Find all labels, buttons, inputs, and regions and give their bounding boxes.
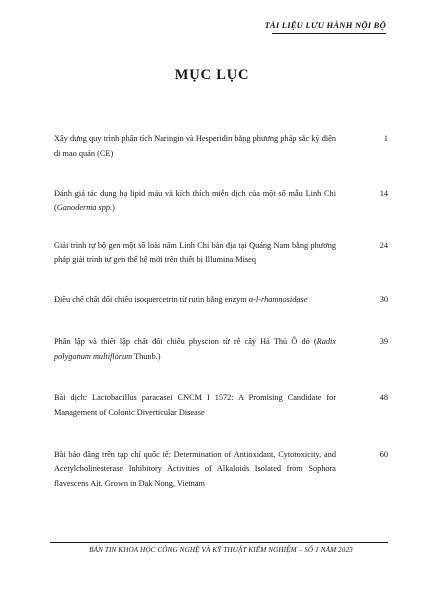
toc-entry[interactable] xyxy=(54,293,388,315)
toc-entry-title-part: Điều chế chất đối chiếu isoquercetrin từ rutin bằng enzym xyxy=(54,295,249,305)
toc-entry[interactable] xyxy=(54,391,388,435)
toc-entry-title xyxy=(54,391,336,420)
toc-entry-title-part: Phân lập và thiết lập chất đối chiếu physcion từ rễ cây Hà Thủ Ô đỏ ( xyxy=(54,337,317,347)
toc-entry-page-number: 48 xyxy=(379,393,388,403)
toc-entry-title-part: Thunb.) xyxy=(132,351,161,361)
footer-divider xyxy=(50,542,388,543)
toc-entry-title-part: Radix polygonum multiflorum xyxy=(54,337,336,361)
toc-entry[interactable] xyxy=(54,448,388,492)
toc-entry-title xyxy=(54,448,336,492)
toc-entry-title xyxy=(54,293,336,308)
toc-entry[interactable] xyxy=(54,239,388,283)
toc-entry-page-number: 60 xyxy=(379,449,388,459)
toc-entry-title xyxy=(54,239,336,268)
table-of-contents xyxy=(54,132,388,502)
toc-entry[interactable] xyxy=(54,187,388,231)
toc-entry-page-number: 30 xyxy=(379,295,388,305)
toc-entry-title-part: Giải trình tự bộ gen một số loài nấm Linh Chi bản địa tại Quảng Nam bằng phương pháp giải trình tự gen thế hệ mới trên thiết bị Illumina Miseq xyxy=(54,240,336,265)
footer-text: BẢN TIN KHOA HỌC CÔNG NGHỆ VÀ KỸ THUẬT KIỂM NGHIỆM – SỐ 1 NĂM 2023 xyxy=(89,546,353,554)
toc-entry-title-part: Bài dịch: Lactobacillus paracasei CNCM I 1572: A Promising Candidate for Management of Colonic Diverticular Disease xyxy=(54,393,336,417)
toc-entry-title xyxy=(54,132,336,161)
toc-entry-page-number: 1 xyxy=(383,134,388,143)
header-label: TÀI LIỆU LƯU HÀNH NỘI BỘ xyxy=(264,20,386,30)
toc-entry-title xyxy=(54,335,336,364)
toc-entry-page-number: 24 xyxy=(379,240,388,250)
toc-entry-page-number: 39 xyxy=(379,337,388,347)
toc-entry-title xyxy=(54,187,336,216)
header-divider xyxy=(272,33,386,34)
toc-entry[interactable] xyxy=(54,132,388,176)
toc-entry-title-part: Ganoderma spp. xyxy=(56,203,113,213)
toc-entry-page-number: 14 xyxy=(379,188,388,198)
page-title: MỤC LỤC xyxy=(174,67,250,83)
toc-entry-title-part: Bài báo đăng trên tạp chí quốc tế: Determination of Antioxidant, Cytotoxicity, and Acetylcholinesterase Inhibitory Activities of Alkaloids Isolated from Sophora flavescens Ait. Grown in Dak Nong, Vietnam xyxy=(54,449,336,488)
toc-entry-title-part: α-l-rhamnosidase xyxy=(248,295,308,305)
toc-entry[interactable] xyxy=(54,335,388,379)
toc-entry-title-part: Xây dựng quy trình phân tích Naringin và Hesperidin bằng phương pháp sắc ký điện di mao quản (CE) xyxy=(54,134,336,158)
toc-entry-title-part: Đánh giá tác dụng hạ lipid máu và kích thích miễn dịch của một số mẫu Linh Chi ( xyxy=(54,188,336,213)
toc-entry-title-part: ) xyxy=(112,203,115,213)
